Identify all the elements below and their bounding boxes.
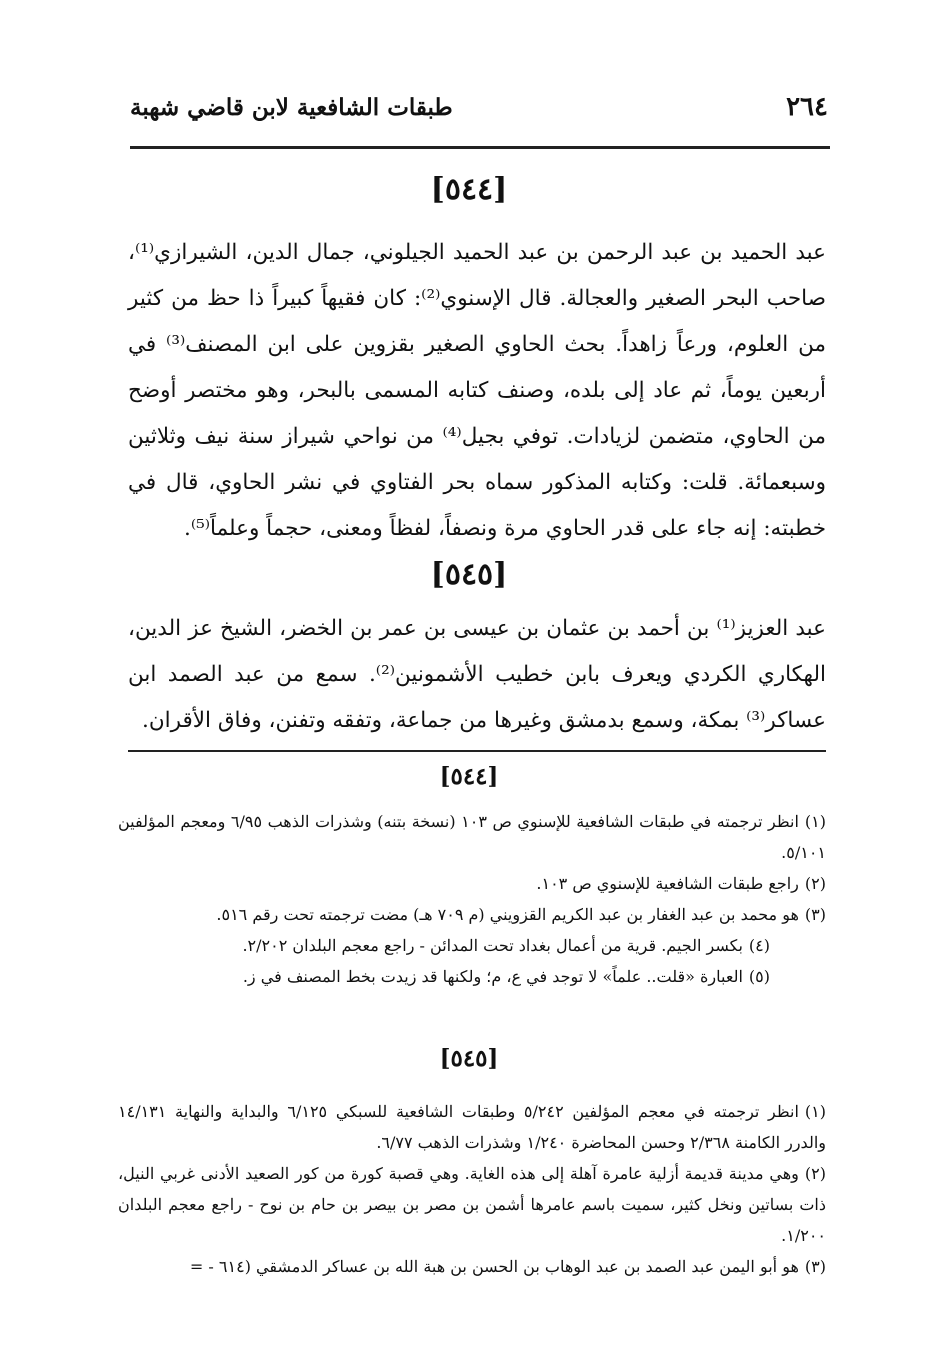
footnote: (١)انظر ترجمته في طبقات الشافعية للإسنوي ص ١٠٣ (نسخة بتنه) وشذرات الذهب ٦/٩٥ ومعجم المؤلفين ٥/١٠١. <box>118 812 827 862</box>
entry-text: عبد الحميد بن عبد الرحمن بن عبد الحميد الجيلوني، جمال الدين، الشيرازي⁽¹⁾، صاحب البحر الصغير والعجالة. قال الإسنوي⁽²⁾: كان فقيهاً كبيراً ذا حظ من كثير من العلوم، ورعاً زاهداً. بحث الحاوي الصغير بقزوين على ابن المصنف⁽³⁾ في أربعين يوماً، ثم عاد إلى بلده، وصنف كتابه المسمى بالبحر، وهو مختصر أوضح من الحاوي، متضمن لزيادات. توفي بجيل⁽⁴⁾ من نواحي شيراز سنة نيف وثلاثين وسبعمائة. قلت: وكتابه المذكور سماه بحر الفتاوي في نشر الحاوي، قال في خطبته: إنه جاء على قدر الحاوي مرة ونصفاً، لفظاً ومعنى، حجماً وعلماً⁽⁵⁾. <box>128 240 827 541</box>
entry-number: [٥٤٤] <box>430 172 508 207</box>
footnote: (٤)بكسر الجيم. قرية من أعمال بغداد تحت المدائن - راجع معجم البلدان ٢/٢٠٢. <box>242 936 770 955</box>
entry-number: [٥٤٥] <box>430 557 508 592</box>
footnote: (٣)هو محمد بن عبد الغفار بن عبد الكريم القزويني (م ٧٠٩ هـ) مضت ترجمته تحت رقم ٥١٦. <box>216 905 826 924</box>
footnote: (٢)وهي مدينة قديمة أزلية عامرة آهلة إلى هذه الغاية. وهي قصبة كورة من كور الصعيد الأدنى غربي النيل، ذات بساتين ونخل كثير، سميت باسم عامرها أشمن بن مصر بن بيصر بن حام بن نوح - راجع معجم البلدان ١/٢٠٠. <box>118 1164 826 1245</box>
footnote-list <box>118 1096 826 1282</box>
footnote: (٢)راجع طبقات الشافعية للإسنوي ص ١٠٣. <box>536 874 826 893</box>
footnote-heading: [٥٤٤] <box>439 763 499 790</box>
header-rule <box>130 146 830 149</box>
footnote-divider <box>128 750 826 752</box>
footnote-list <box>118 806 826 992</box>
page-number: ٢٦٤ <box>786 92 828 122</box>
running-title: طبقات الشافعية لابن قاضي شهبة <box>130 94 453 121</box>
footnote: (٣)هو أبو اليمن عبد الصمد بن عبد الوهاب بن الحسن بن هبة الله بن عساكر الدمشقي (٦١٤ - = <box>189 1257 826 1276</box>
footnote: (٥)العبارة «قلت.. علماً» لا توجد في ع، م؛ ولكنها قد زيدت بخط المصنف في ز. <box>242 967 770 986</box>
entry-text: عبد العزيز⁽¹⁾ بن أحمد بن عثمان بن عيسى بن عمر بن الخضر، الشيخ عز الدين، الهكاري الكردي ويعرف بابن خطيب الأشمونين⁽²⁾. سمع من عبد الصمد ابن عساكر⁽³⁾ بمكة، وسمع بدمشق وغيرها من جماعة، وتفقه وتفنن، وفاق الأقران. <box>128 616 826 733</box>
page-header <box>130 88 828 128</box>
footnote-heading: [٥٤٥] <box>439 1045 499 1072</box>
footnote: (١)انظر ترجمته في معجم المؤلفين ٥/٢٤٢ وطبقات الشافعية للسبكي ٦/١٢٥ والبداية والنهاية ١٤/١٣١ والدرر الكامنة ٢/٣٦٨ وحسن المحاضرة ١/٢٤٠ وشذرات الذهب ٦/٧٧. <box>118 1102 826 1152</box>
